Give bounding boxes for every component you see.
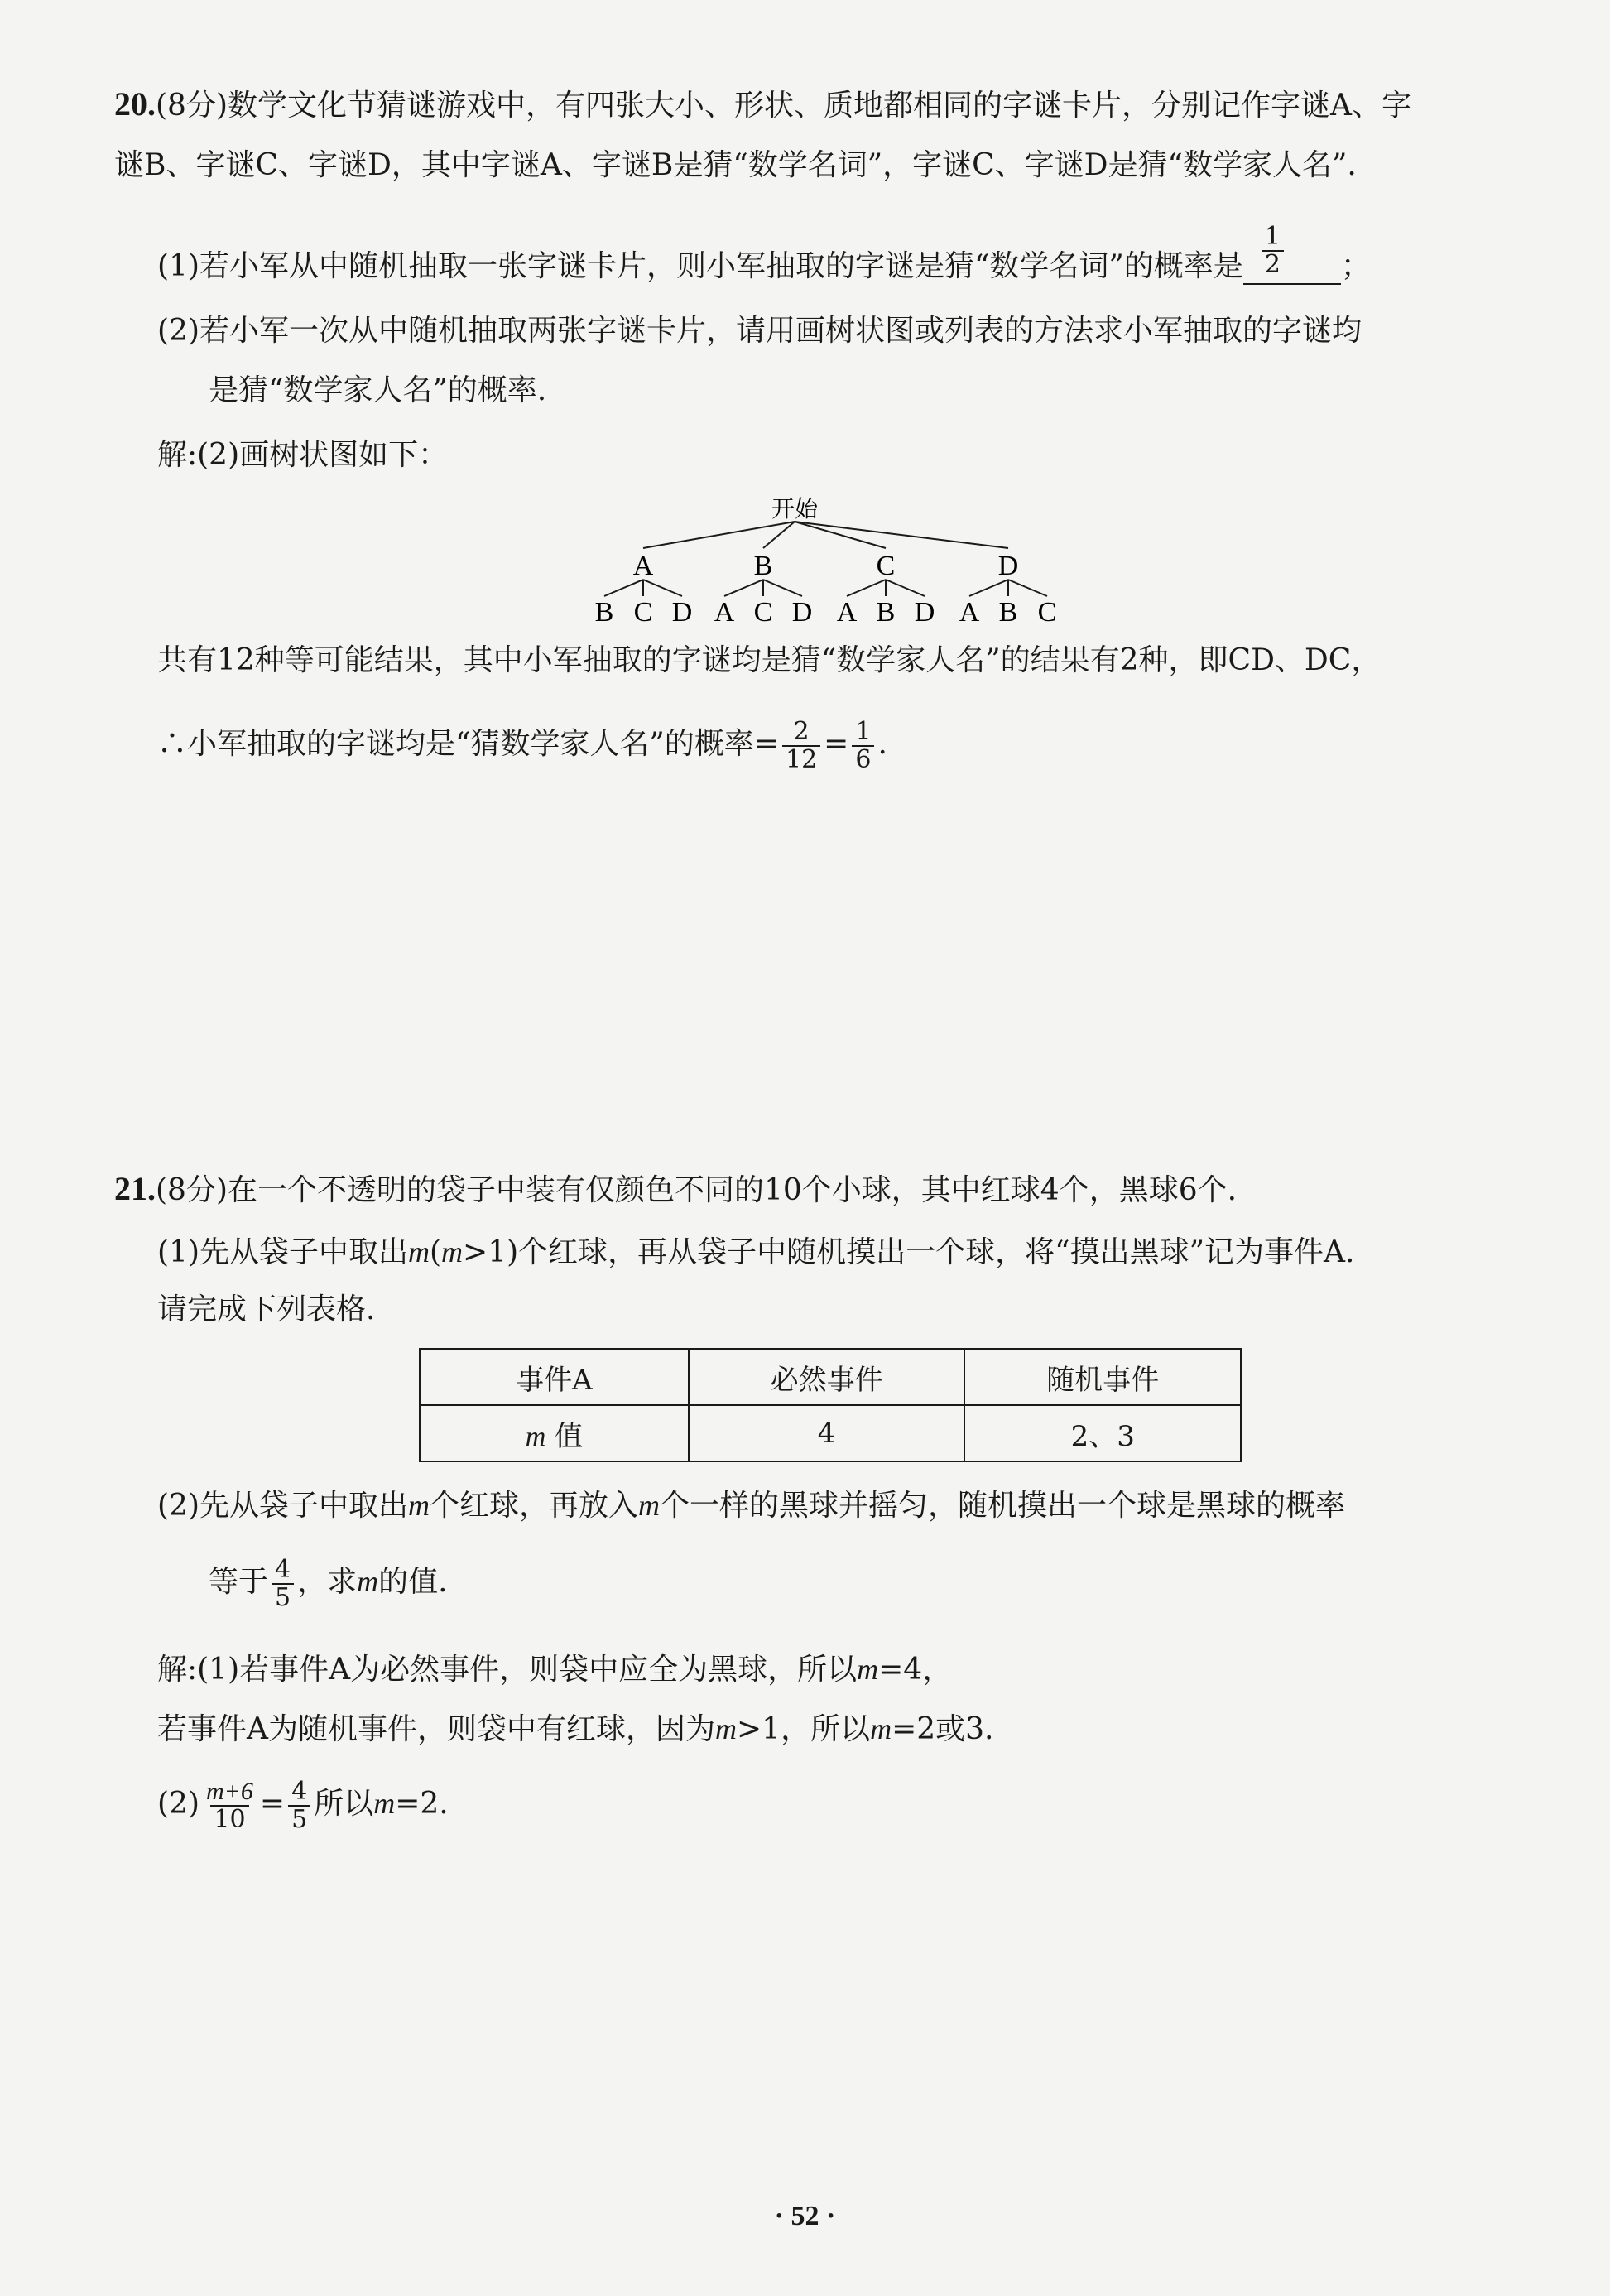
tree-root: 开始: [771, 495, 819, 522]
tree-leaf: A: [959, 597, 980, 623]
q20-solution-line1: 共有12种等可能结果，其中小军抽取的字谜均是猜“数学家人名”的结果有2种，即CD、DC，: [157, 643, 1382, 677]
table-cell-certain: 4: [689, 1405, 965, 1461]
answer-fraction: [1262, 224, 1284, 278]
text: 值: [545, 1419, 584, 1453]
numerator: 1: [855, 717, 872, 746]
var-m: m: [408, 1235, 430, 1268]
var-m: m: [408, 1489, 430, 1522]
tree-leaf-lines: [847, 580, 925, 596]
tree-leaf: C: [753, 597, 773, 623]
tree-leaf: B: [594, 597, 614, 623]
tree-leaf-lines: [969, 580, 1047, 596]
text: =2.: [395, 1787, 449, 1821]
numerator: 4: [291, 1777, 308, 1806]
q21-part1-line2: 请完成下列表格.: [157, 1292, 376, 1326]
q21-solution-line2: [157, 1711, 994, 1748]
text: >1，所以: [737, 1712, 871, 1746]
table-header-random: 随机事件: [964, 1349, 1241, 1405]
text: 的值.: [378, 1565, 448, 1599]
q20-line1: [114, 86, 1411, 124]
event-table: [419, 1348, 1242, 1462]
numerator: 2: [793, 717, 810, 746]
text: 个一样的黑球并摇匀，随机摸出一个球是黑球的概率: [660, 1489, 1346, 1523]
fraction: [203, 1779, 257, 1833]
text: 个红球，再放入: [430, 1489, 639, 1523]
q20-part1-end: ；: [1340, 249, 1371, 283]
var-m: m: [715, 1712, 737, 1745]
var-m: m: [373, 1787, 396, 1820]
q20-solution-text: ∴小军抽取的字谜均是“猜数学家人名”的概率=: [157, 727, 779, 761]
q20-part2-line1: (2)若小军一次从中随机抽取两张字谜卡片，请用画树状图或列表的方法求小军抽取的字谜均: [157, 314, 1362, 348]
denominator: 10: [210, 1805, 248, 1833]
text: (: [430, 1235, 442, 1269]
text: (2): [157, 1787, 199, 1821]
var-m: m: [638, 1489, 661, 1522]
tree-leaf: D: [914, 597, 935, 623]
text: 等于: [209, 1565, 269, 1599]
q20-stem-1: (8分)数学文化节猜谜游戏中，有四张大小、形状、质地都相同的字谜卡片，分别记作字谜A、字: [156, 89, 1411, 123]
answer-denominator: 2: [1262, 250, 1284, 278]
tree-leaf-lines: [724, 580, 802, 596]
tree-leaf: B: [998, 597, 1018, 623]
fraction: [288, 1779, 310, 1833]
tree-leaf: B: [876, 597, 896, 623]
q21-part1-line1: [157, 1234, 1354, 1271]
tree-leaf: D: [791, 597, 813, 623]
var-m: m: [441, 1235, 464, 1268]
answer-numerator: 1: [1264, 222, 1281, 251]
text: ，求: [297, 1565, 358, 1599]
tree-leaf: C: [1037, 597, 1057, 623]
q20-solution-line2: [157, 719, 887, 773]
text: >1)个红球，再从袋子中随机摸出一个球，将“摸出黑球”记为事件A.: [463, 1235, 1355, 1269]
q21-solution-line1: [157, 1651, 952, 1688]
q21-line1: [114, 1171, 1237, 1209]
q20-part1: [157, 222, 1371, 285]
table-cell-random: 2、3: [964, 1405, 1241, 1461]
tree-leaf-lines: [604, 580, 682, 596]
equals-sign: =: [824, 727, 849, 761]
text: =4，: [878, 1653, 953, 1687]
tree-branch-line: [795, 522, 886, 548]
text: (1)先从袋子中取出: [157, 1235, 408, 1269]
tree-leaf: C: [633, 597, 653, 623]
var-m: m: [525, 1421, 546, 1452]
numerator: 4: [275, 1555, 291, 1584]
text: 若事件A为随机事件，则袋中有红球，因为: [157, 1712, 715, 1746]
var-m: m: [857, 1653, 879, 1686]
q21-solution-line3: [157, 1779, 449, 1833]
q21-part2-line1: [157, 1487, 1345, 1524]
tree-leaf: A: [836, 597, 858, 623]
q20-part1-text: (1)若小军从中随机抽取一张字谜卡片，则小军抽取的字谜是猜“数学名词”的概率是: [157, 249, 1243, 283]
fraction: [852, 719, 874, 773]
denominator: 6: [852, 745, 874, 773]
table-header-certain: 必然事件: [689, 1349, 965, 1405]
q21-part2-line2: [209, 1557, 448, 1611]
table-header-event: 事件A: [420, 1349, 689, 1405]
page-number: · 52 ·: [774, 2201, 836, 2231]
fraction: [782, 719, 820, 773]
answer-blank: [1243, 222, 1341, 285]
denominator: 12: [782, 745, 820, 773]
numerator: m+6: [206, 1778, 253, 1805]
tree-leaf: A: [714, 597, 735, 623]
q20-part2-line2: 是猜“数学家人名”的概率.: [209, 373, 547, 407]
q20-stem-2: 谜B、字谜C、字谜D，其中字谜A、字谜B是猜“数学名词”，字谜C、字谜D是猜“数学家人名”.: [114, 148, 1357, 182]
denominator: 5: [272, 1583, 294, 1611]
q20-number: 20.: [114, 85, 156, 123]
tree-diagram: [579, 490, 1076, 623]
text: =2或3.: [892, 1712, 994, 1746]
equals-sign: =: [259, 1787, 286, 1821]
denominator: 5: [288, 1805, 310, 1833]
tree-node-a: A: [632, 551, 654, 581]
table-row-label: [420, 1405, 689, 1461]
text: 所以: [314, 1787, 374, 1821]
period: .: [877, 727, 887, 761]
var-m: m: [357, 1565, 379, 1598]
fraction: [272, 1557, 294, 1611]
tree-leaf: D: [671, 597, 693, 623]
q21-stem: (8分)在一个不透明的袋子中装有仅颜色不同的10个小球，其中红球4个，黑球6个.: [156, 1173, 1238, 1207]
tree-node-b: B: [753, 551, 773, 581]
text: (2)先从袋子中取出: [157, 1489, 408, 1523]
tree-branch-line: [795, 522, 1008, 548]
q21-number: 21.: [114, 1170, 156, 1207]
tree-branch-line: [643, 522, 795, 548]
text: 解:(1)若事件A为必然事件，则袋中应全为黑球，所以: [157, 1653, 858, 1687]
tree-node-c: C: [876, 551, 896, 581]
var-m: m: [870, 1712, 892, 1745]
tree-node-d: D: [997, 551, 1019, 581]
q20-solution-intro: 解:(2)画树状图如下：: [157, 438, 449, 472]
